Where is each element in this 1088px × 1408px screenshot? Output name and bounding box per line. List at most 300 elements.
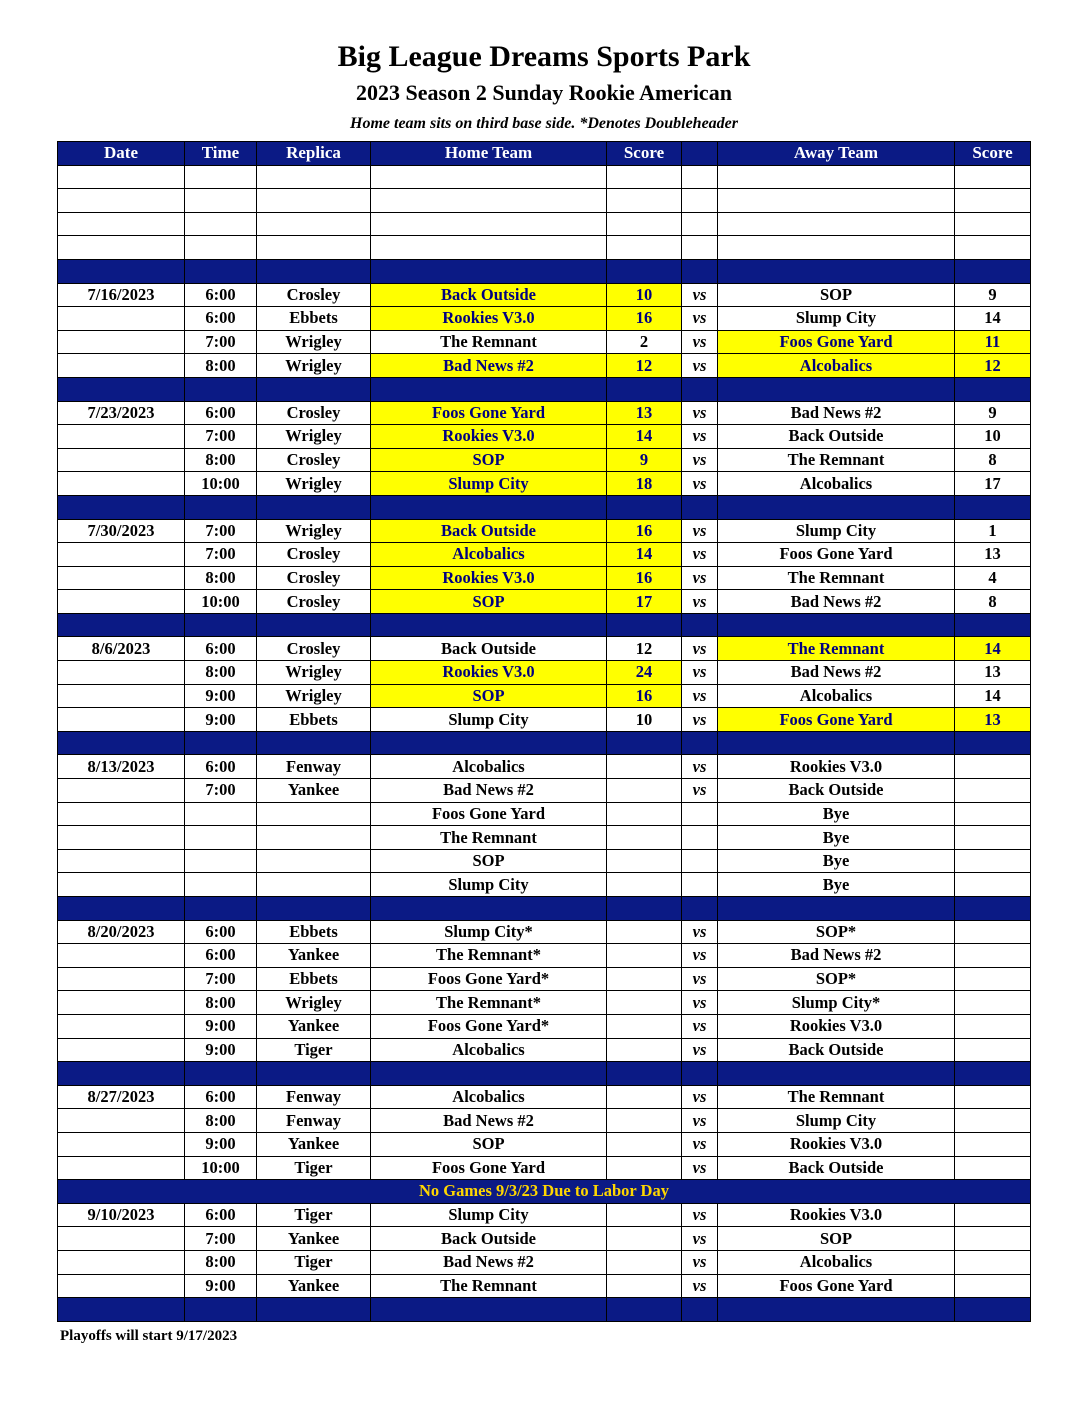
separator-cell (58, 259, 185, 283)
date-cell: 8/27/2023 (58, 1085, 185, 1109)
home-team-cell: SOP (371, 1132, 607, 1156)
home-score-cell (607, 920, 682, 944)
vs-cell: vs (682, 543, 718, 567)
away-score-cell: 8 (955, 590, 1031, 614)
away-team-cell: Slump City (718, 1109, 955, 1133)
game-row (58, 920, 1031, 944)
empty-cell (371, 189, 607, 213)
away-team-cell: Slump City (718, 307, 955, 331)
week-separator-row (58, 613, 1031, 637)
separator-cell (185, 259, 257, 283)
week-separator-row (58, 1062, 1031, 1086)
home-score-cell (607, 1014, 682, 1038)
vs-cell: vs (682, 590, 718, 614)
game-row (58, 967, 1031, 991)
date-cell (58, 307, 185, 331)
away-team-cell: Back Outside (718, 1156, 955, 1180)
week-separator-row (58, 731, 1031, 755)
empty-cell (371, 212, 607, 236)
game-row (58, 1250, 1031, 1274)
time-cell: 6:00 (185, 944, 257, 968)
away-team-cell: The Remnant (718, 637, 955, 661)
time-cell: 8:00 (185, 566, 257, 590)
replica-cell: Crosley (257, 401, 371, 425)
home-team-cell: The Remnant (371, 330, 607, 354)
time-cell: 6:00 (185, 283, 257, 307)
replica-cell: Crosley (257, 543, 371, 567)
away-score-cell (955, 826, 1031, 850)
vs-cell: vs (682, 944, 718, 968)
date-cell (58, 661, 185, 685)
replica-cell: Tiger (257, 1038, 371, 1062)
time-cell: 8:00 (185, 448, 257, 472)
time-cell: 9:00 (185, 1038, 257, 1062)
separator-cell (371, 377, 607, 401)
empty-row (58, 236, 1031, 260)
home-score-cell: 12 (607, 354, 682, 378)
time-cell: 10:00 (185, 1156, 257, 1180)
home-team-cell: Foos Gone Yard (371, 1156, 607, 1180)
date-cell (58, 802, 185, 826)
away-team-cell: Alcobalics (718, 354, 955, 378)
game-row (58, 873, 1031, 897)
time-cell: 9:00 (185, 1014, 257, 1038)
away-score-cell (955, 920, 1031, 944)
vs-cell: vs (682, 354, 718, 378)
date-cell (58, 1156, 185, 1180)
date-cell (58, 849, 185, 873)
empty-cell (257, 212, 371, 236)
away-team-cell: The Remnant (718, 1085, 955, 1109)
replica-cell: Wrigley (257, 661, 371, 685)
game-row (58, 519, 1031, 543)
date-cell (58, 1227, 185, 1251)
date-cell: 8/6/2023 (58, 637, 185, 661)
empty-cell (682, 236, 718, 260)
separator-cell (682, 377, 718, 401)
game-row (58, 472, 1031, 496)
vs-cell: vs (682, 307, 718, 331)
away-score-cell: 1 (955, 519, 1031, 543)
vs-cell: vs (682, 566, 718, 590)
separator-cell (58, 897, 185, 921)
time-cell: 6:00 (185, 307, 257, 331)
date-cell (58, 425, 185, 449)
away-team-cell: SOP* (718, 967, 955, 991)
separator-cell (955, 897, 1031, 921)
date-cell: 7/30/2023 (58, 519, 185, 543)
game-row (58, 1274, 1031, 1298)
home-team-cell: SOP (371, 684, 607, 708)
away-score-cell (955, 1156, 1031, 1180)
separator-cell (58, 613, 185, 637)
separator-cell (185, 897, 257, 921)
away-score-cell (955, 1014, 1031, 1038)
vs-cell: vs (682, 1085, 718, 1109)
home-team-cell: Foos Gone Yard* (371, 967, 607, 991)
separator-cell (257, 731, 371, 755)
away-score-cell: 14 (955, 684, 1031, 708)
separator-cell (682, 613, 718, 637)
header-vs (682, 142, 718, 166)
game-row (58, 684, 1031, 708)
home-team-cell: SOP (371, 590, 607, 614)
separator-cell (955, 1298, 1031, 1322)
home-score-cell: 24 (607, 661, 682, 685)
date-cell (58, 448, 185, 472)
home-team-cell: Alcobalics (371, 1038, 607, 1062)
time-cell: 8:00 (185, 1109, 257, 1133)
home-score-cell (607, 1085, 682, 1109)
replica-cell: Fenway (257, 755, 371, 779)
week-separator-row (58, 495, 1031, 519)
time-cell: 6:00 (185, 637, 257, 661)
vs-cell: vs (682, 401, 718, 425)
separator-cell (371, 1062, 607, 1086)
schedule-note: Home team sits on third base side. *Denotes Doubleheader (350, 115, 738, 132)
time-cell: 8:00 (185, 354, 257, 378)
empty-cell (185, 189, 257, 213)
time-cell: 9:00 (185, 1132, 257, 1156)
separator-cell (682, 495, 718, 519)
vs-cell: vs (682, 661, 718, 685)
week-separator-row (58, 259, 1031, 283)
separator-cell (257, 897, 371, 921)
replica-cell: Ebbets (257, 967, 371, 991)
vs-cell: vs (682, 472, 718, 496)
time-cell: 8:00 (185, 1250, 257, 1274)
home-score-cell (607, 755, 682, 779)
game-row (58, 543, 1031, 567)
date-cell (58, 1038, 185, 1062)
replica-cell: Wrigley (257, 684, 371, 708)
replica-cell: Tiger (257, 1250, 371, 1274)
vs-cell: vs (682, 967, 718, 991)
replica-cell: Yankee (257, 1014, 371, 1038)
separator-cell (682, 731, 718, 755)
vs-cell: vs (682, 637, 718, 661)
empty-cell (371, 236, 607, 260)
header-row (58, 142, 1031, 166)
date-cell (58, 967, 185, 991)
home-score-cell: 14 (607, 425, 682, 449)
replica-cell: Crosley (257, 566, 371, 590)
home-team-cell: Bad News #2 (371, 354, 607, 378)
separator-cell (718, 495, 955, 519)
date-cell (58, 684, 185, 708)
game-row (58, 1203, 1031, 1227)
replica-cell: Yankee (257, 1132, 371, 1156)
time-cell (185, 873, 257, 897)
separator-cell (607, 495, 682, 519)
vs-cell: vs (682, 684, 718, 708)
replica-cell: Wrigley (257, 354, 371, 378)
away-team-cell: Bad News #2 (718, 590, 955, 614)
separator-cell (257, 1062, 371, 1086)
empty-row (58, 189, 1031, 213)
away-score-cell: 12 (955, 354, 1031, 378)
away-score-cell (955, 1274, 1031, 1298)
home-score-cell (607, 967, 682, 991)
replica-cell: Crosley (257, 283, 371, 307)
away-score-cell: 13 (955, 708, 1031, 732)
time-cell: 7:00 (185, 779, 257, 803)
away-score-cell (955, 873, 1031, 897)
time-cell: 7:00 (185, 1227, 257, 1251)
replica-cell: Yankee (257, 1274, 371, 1298)
no-games-banner: No Games 9/3/23 Due to Labor Day (58, 1180, 1031, 1204)
header-away-team: Away Team (718, 142, 955, 166)
game-row (58, 330, 1031, 354)
away-team-cell: SOP* (718, 920, 955, 944)
home-score-cell (607, 1038, 682, 1062)
home-score-cell: 9 (607, 448, 682, 472)
empty-cell (718, 165, 955, 189)
home-score-cell (607, 873, 682, 897)
empty-cell (58, 165, 185, 189)
away-team-cell: Bye (718, 802, 955, 826)
date-cell (58, 1250, 185, 1274)
date-cell (58, 944, 185, 968)
replica-cell: Yankee (257, 944, 371, 968)
time-cell: 7:00 (185, 425, 257, 449)
replica-cell: Crosley (257, 637, 371, 661)
vs-cell: vs (682, 1250, 718, 1274)
date-cell: 9/10/2023 (58, 1203, 185, 1227)
separator-cell (718, 731, 955, 755)
home-team-cell: SOP (371, 448, 607, 472)
home-score-cell (607, 779, 682, 803)
empty-cell (607, 189, 682, 213)
game-row (58, 307, 1031, 331)
time-cell (185, 849, 257, 873)
home-score-cell: 16 (607, 566, 682, 590)
separator-cell (718, 613, 955, 637)
away-team-cell: Back Outside (718, 1038, 955, 1062)
replica-cell: Yankee (257, 779, 371, 803)
replica-cell: Ebbets (257, 920, 371, 944)
separator-cell (682, 897, 718, 921)
home-team-cell: Alcobalics (371, 1085, 607, 1109)
game-row (58, 826, 1031, 850)
empty-cell (607, 236, 682, 260)
empty-cell (185, 236, 257, 260)
schedule-body (58, 165, 1031, 1321)
date-cell (58, 590, 185, 614)
away-score-cell: 14 (955, 307, 1031, 331)
home-score-cell: 16 (607, 519, 682, 543)
home-team-cell: Bad News #2 (371, 779, 607, 803)
away-score-cell: 9 (955, 401, 1031, 425)
time-cell: 6:00 (185, 755, 257, 779)
vs-cell (682, 826, 718, 850)
date-cell (58, 991, 185, 1015)
home-team-cell: Slump City (371, 472, 607, 496)
page-subtitle: 2023 Season 2 Sunday Rookie American (356, 80, 732, 105)
vs-cell: vs (682, 1156, 718, 1180)
home-team-cell: Back Outside (371, 637, 607, 661)
game-row (58, 661, 1031, 685)
vs-cell: vs (682, 330, 718, 354)
away-team-cell: Rookies V3.0 (718, 755, 955, 779)
home-team-cell: Alcobalics (371, 543, 607, 567)
away-score-cell (955, 944, 1031, 968)
empty-cell (607, 212, 682, 236)
time-cell: 9:00 (185, 684, 257, 708)
away-team-cell: Alcobalics (718, 472, 955, 496)
header-home-score: Score (607, 142, 682, 166)
game-row (58, 1227, 1031, 1251)
empty-cell (371, 165, 607, 189)
game-row (58, 590, 1031, 614)
separator-cell (682, 1298, 718, 1322)
week-separator-row (58, 377, 1031, 401)
empty-cell (955, 165, 1031, 189)
separator-cell (607, 731, 682, 755)
date-cell (58, 566, 185, 590)
vs-cell: vs (682, 1109, 718, 1133)
separator-cell (955, 377, 1031, 401)
date-cell (58, 1132, 185, 1156)
separator-cell (371, 495, 607, 519)
time-cell: 7:00 (185, 519, 257, 543)
away-team-cell: Foos Gone Yard (718, 543, 955, 567)
date-cell: 7/23/2023 (58, 401, 185, 425)
game-row (58, 708, 1031, 732)
away-team-cell: SOP (718, 1227, 955, 1251)
home-score-cell (607, 944, 682, 968)
away-team-cell: Foos Gone Yard (718, 330, 955, 354)
vs-cell (682, 802, 718, 826)
vs-cell: vs (682, 1203, 718, 1227)
date-cell: 8/20/2023 (58, 920, 185, 944)
away-score-cell (955, 1109, 1031, 1133)
home-team-cell: The Remnant* (371, 944, 607, 968)
replica-cell: Tiger (257, 1156, 371, 1180)
separator-cell (257, 495, 371, 519)
empty-row (58, 165, 1031, 189)
replica-cell: Fenway (257, 1109, 371, 1133)
away-score-cell: 10 (955, 425, 1031, 449)
separator-cell (718, 377, 955, 401)
vs-cell: vs (682, 1227, 718, 1251)
header-away-score: Score (955, 142, 1031, 166)
time-cell: 6:00 (185, 920, 257, 944)
away-score-cell: 17 (955, 472, 1031, 496)
time-cell: 10:00 (185, 472, 257, 496)
home-score-cell (607, 1274, 682, 1298)
away-score-cell (955, 755, 1031, 779)
vs-cell: vs (682, 448, 718, 472)
separator-cell (718, 1298, 955, 1322)
separator-cell (257, 259, 371, 283)
time-cell: 7:00 (185, 967, 257, 991)
vs-cell: vs (682, 991, 718, 1015)
header-replica: Replica (257, 142, 371, 166)
game-row (58, 1014, 1031, 1038)
home-score-cell (607, 1227, 682, 1251)
separator-cell (607, 259, 682, 283)
away-team-cell: SOP (718, 283, 955, 307)
empty-cell (58, 212, 185, 236)
game-row (58, 401, 1031, 425)
home-score-cell: 13 (607, 401, 682, 425)
away-score-cell: 8 (955, 448, 1031, 472)
away-score-cell (955, 1203, 1031, 1227)
away-score-cell (955, 1250, 1031, 1274)
separator-cell (185, 377, 257, 401)
home-score-cell: 10 (607, 708, 682, 732)
away-score-cell: 9 (955, 283, 1031, 307)
separator-cell (185, 613, 257, 637)
home-team-cell: Rookies V3.0 (371, 425, 607, 449)
home-score-cell (607, 1203, 682, 1227)
away-score-cell (955, 802, 1031, 826)
separator-cell (607, 1062, 682, 1086)
game-row (58, 991, 1031, 1015)
empty-cell (955, 189, 1031, 213)
date-cell (58, 330, 185, 354)
replica-cell: Crosley (257, 448, 371, 472)
home-score-cell (607, 991, 682, 1015)
empty-cell (185, 165, 257, 189)
separator-cell (955, 613, 1031, 637)
time-cell: 10:00 (185, 590, 257, 614)
away-team-cell: Bye (718, 849, 955, 873)
date-cell (58, 779, 185, 803)
game-row (58, 1109, 1031, 1133)
replica-cell: Wrigley (257, 472, 371, 496)
game-row (58, 425, 1031, 449)
game-row (58, 1156, 1031, 1180)
vs-cell (682, 873, 718, 897)
away-team-cell: Rookies V3.0 (718, 1132, 955, 1156)
game-row (58, 448, 1031, 472)
time-cell (185, 802, 257, 826)
away-score-cell: 14 (955, 637, 1031, 661)
header-time: Time (185, 142, 257, 166)
vs-cell: vs (682, 920, 718, 944)
separator-cell (185, 1298, 257, 1322)
empty-cell (718, 236, 955, 260)
vs-cell: vs (682, 779, 718, 803)
separator-cell (58, 1062, 185, 1086)
replica-cell: Fenway (257, 1085, 371, 1109)
separator-cell (371, 259, 607, 283)
away-team-cell: The Remnant (718, 448, 955, 472)
away-team-cell: Alcobalics (718, 1250, 955, 1274)
game-row (58, 849, 1031, 873)
vs-cell: vs (682, 1132, 718, 1156)
game-row (58, 779, 1031, 803)
home-score-cell: 17 (607, 590, 682, 614)
home-score-cell (607, 1156, 682, 1180)
empty-cell (955, 212, 1031, 236)
vs-cell: vs (682, 425, 718, 449)
home-team-cell: Alcobalics (371, 755, 607, 779)
no-games-banner-row (58, 1180, 1031, 1204)
time-cell: 8:00 (185, 661, 257, 685)
away-team-cell: Bye (718, 826, 955, 850)
game-row (58, 566, 1031, 590)
separator-cell (58, 495, 185, 519)
separator-cell (185, 1062, 257, 1086)
empty-cell (718, 189, 955, 213)
empty-cell (682, 189, 718, 213)
away-team-cell: Back Outside (718, 779, 955, 803)
time-cell: 9:00 (185, 708, 257, 732)
empty-cell (607, 165, 682, 189)
